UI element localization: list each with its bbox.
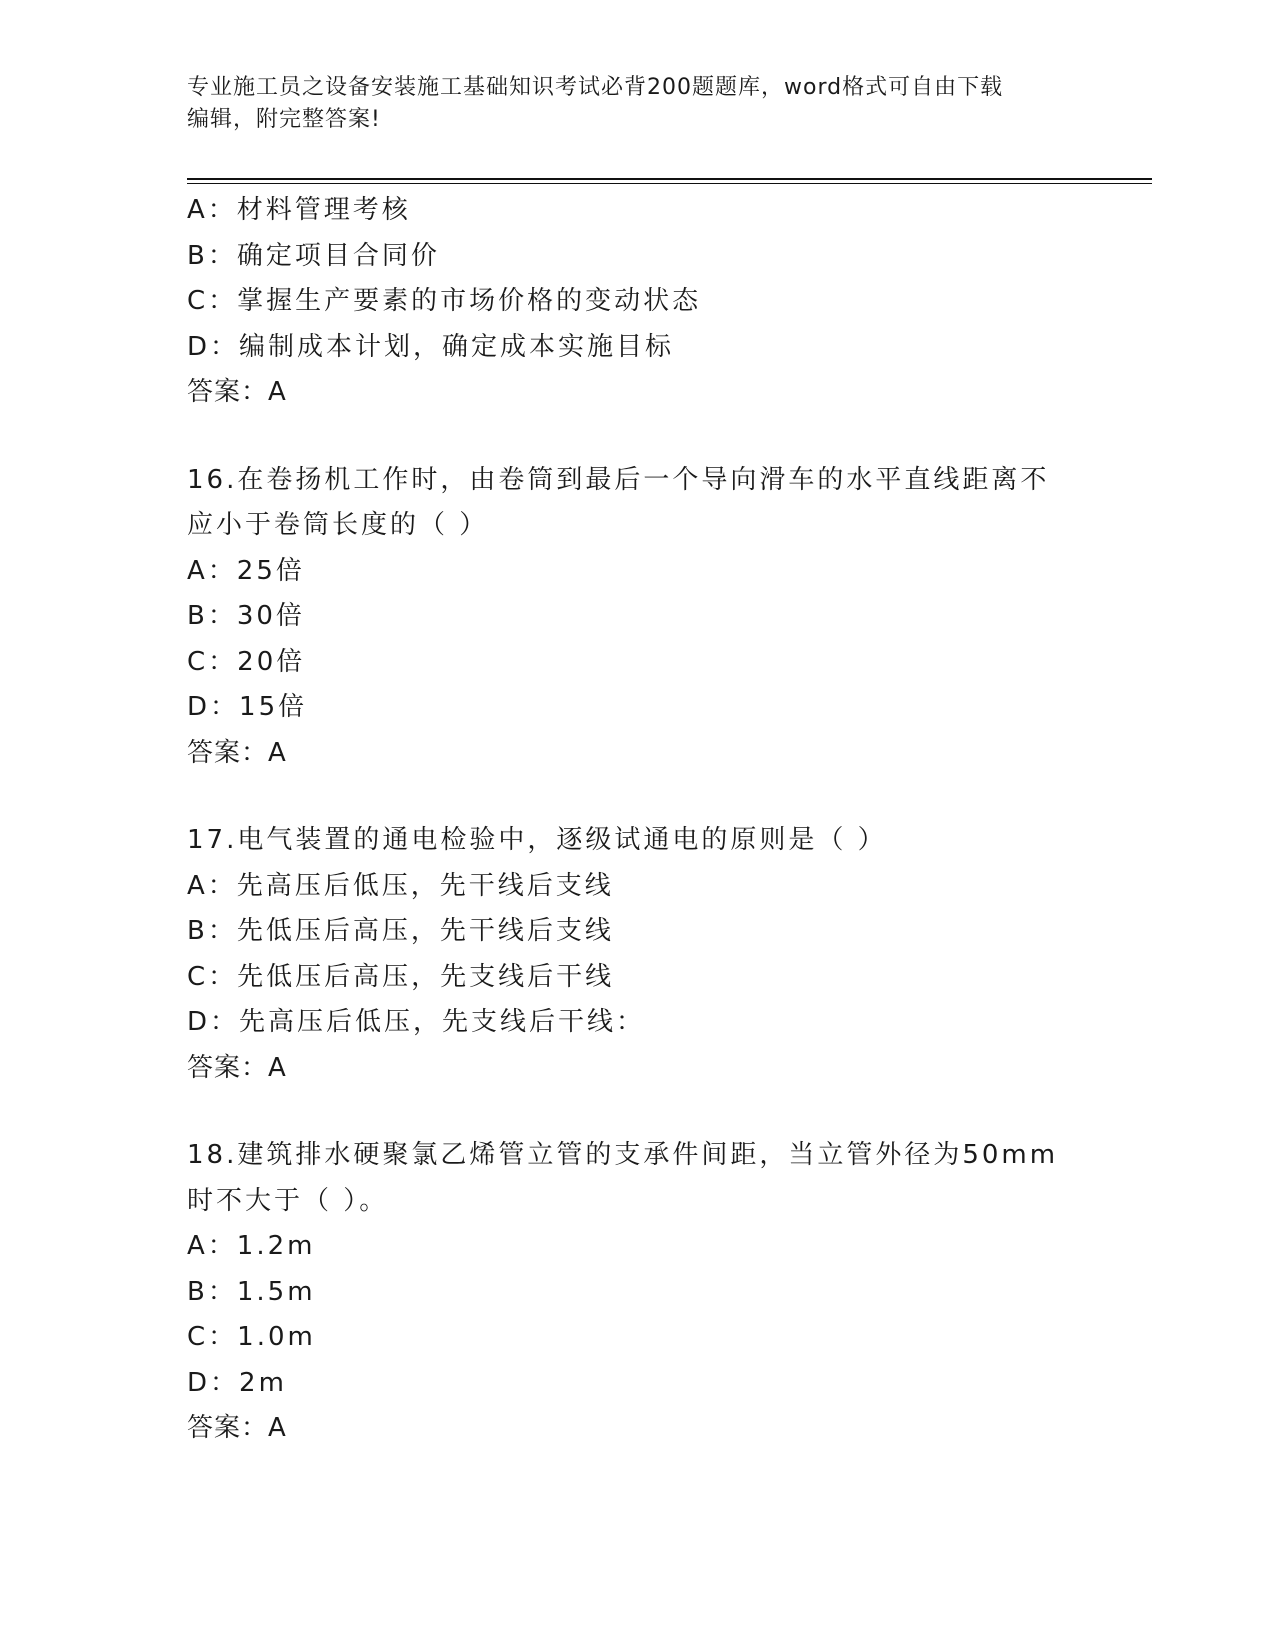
option-text: 1.5m — [236, 1276, 316, 1307]
option-key: B： — [187, 240, 237, 271]
option-key: D： — [187, 692, 240, 722]
answer-line: 答案：A — [187, 737, 287, 768]
option-key: A： — [187, 870, 237, 901]
question-17 — [187, 818, 1087, 1091]
option-key: B： — [187, 916, 237, 946]
option-c — [187, 1315, 1087, 1361]
header-line-2: 编辑，附完整答案! — [187, 107, 381, 132]
option-b — [187, 1270, 1087, 1316]
option-key: A： — [187, 555, 237, 586]
option-key: A： — [187, 1231, 237, 1261]
option-c — [187, 955, 1087, 1001]
option-b — [187, 234, 1087, 280]
option-b — [187, 909, 1087, 955]
question-16 — [187, 458, 1087, 777]
option-a — [187, 864, 1087, 910]
answer-line: 答案：A — [187, 1052, 287, 1083]
option-a — [187, 549, 1087, 595]
document-header — [187, 72, 1087, 136]
option-text: 先高压后低压，先支线后干线： — [239, 1007, 646, 1037]
option-key: B： — [187, 1276, 237, 1307]
question-stem: 16.在卷扬机工作时，由卷筒到最后一个导向滑车的水平直线距离不应小于卷筒长度的（ ） — [187, 464, 1050, 540]
question-18 — [187, 1133, 1087, 1452]
question-continuation — [187, 188, 1087, 416]
option-text: 30倍 — [236, 601, 305, 631]
option-text: 先高压后低压，先干线后支线 — [236, 870, 614, 901]
option-text: 掌握生产要素的市场价格的变动状态 — [237, 286, 702, 316]
option-c — [187, 279, 1087, 325]
answer-line: 答案：A — [187, 1413, 287, 1443]
option-key: D： — [187, 331, 240, 362]
option-d — [187, 1000, 1087, 1046]
option-key: C： — [187, 646, 238, 677]
option-a — [187, 188, 1087, 234]
question-stem: 18.建筑排水硬聚氯乙烯管立管的支承件间距，当立管外径为50mm时不大于（ ）。 — [187, 1140, 1059, 1216]
option-text: 先低压后高压，先干线后支线 — [236, 916, 614, 946]
option-text: 20倍 — [237, 646, 306, 677]
question-stem: 17.电气装置的通电检验中，逐级试通电的原则是（ ） — [187, 825, 887, 855]
option-text: 2m — [239, 1367, 287, 1398]
option-key: D： — [187, 1007, 240, 1037]
header-line-1: 专业施工员之设备安装施工基础知识考试必背200题题库，word格式可自由下载 — [187, 75, 1004, 100]
answer-line: 答案：A — [187, 377, 287, 407]
option-key: D： — [187, 1367, 240, 1398]
option-text: 先低压后高压，先支线后干线 — [237, 961, 615, 992]
option-key: A： — [187, 195, 237, 225]
option-b — [187, 594, 1087, 640]
option-d — [187, 1361, 1087, 1407]
option-text: 1.0m — [237, 1322, 316, 1352]
option-d — [187, 685, 1087, 731]
header-divider-thick — [187, 178, 1152, 180]
option-key: C： — [187, 1322, 238, 1352]
option-text: 确定项目合同价 — [236, 240, 440, 271]
option-d — [187, 325, 1087, 371]
option-c — [187, 640, 1087, 686]
option-a — [187, 1224, 1087, 1270]
option-text: 编制成本计划，确定成本实施目标 — [239, 331, 675, 362]
option-text: 25倍 — [236, 555, 305, 586]
header-divider-thin — [187, 183, 1152, 184]
option-text: 材料管理考核 — [236, 195, 411, 225]
option-text: 15倍 — [239, 692, 308, 722]
option-key: C： — [187, 961, 238, 992]
option-key: B： — [187, 601, 237, 631]
question-list — [187, 188, 1087, 1452]
option-key: C： — [187, 286, 238, 316]
option-text: 1.2m — [236, 1231, 316, 1261]
